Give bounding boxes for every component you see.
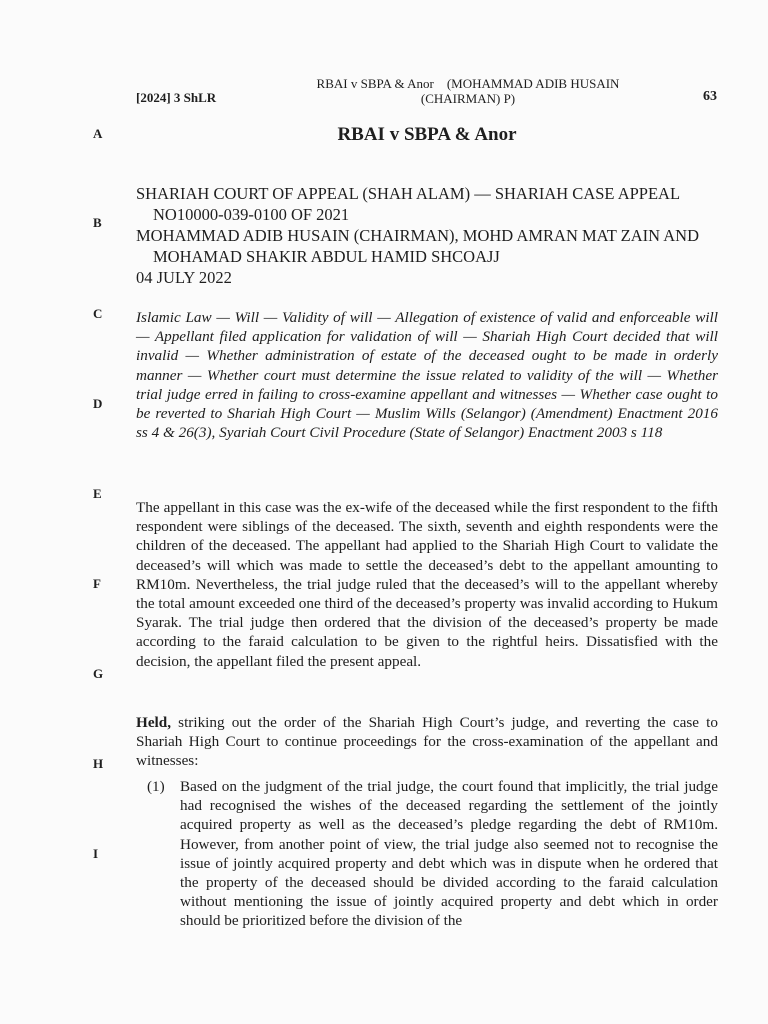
margin-letter-g: G (93, 666, 104, 681)
judges: MOHAMMAD ADIB HUSAIN (CHAIRMAN), MOHD AMRAN MAT ZAIN AND MOHAMAD SHAKIR ABDUL HAMID SHCOAJJ (136, 226, 700, 266)
catchwords: Islamic Law — Will — Validity of will — Allegation of existence of valid and enforceable will — Appellant filed application for validation of will — Shariah High Court decided that will invalid — Whether administration of estate of the deceased ought to be made in orderly manner — Whether court must determine the issue related to validity of the will — Whether trial judge erred in failing to cross-examine appellant and witnesses — Whether case ought to be reverted to Shariah High Court — Muslim Wills (Selangor) (Amendment) Enactment 2016 ss 4 & 26(3), Syariah Court Civil Procedure (State of Selangor) Enactment 2003 s 118 (136, 309, 718, 442)
margin-letter-f: F (93, 576, 101, 591)
margin-letter-e: E (93, 486, 102, 501)
court-details (136, 183, 718, 288)
running-title-line1: RBAI v SBPA & Anor (MOHAMMAD ADIB HUSAIN (316, 76, 620, 91)
held-paragraph (136, 713, 718, 771)
held-point-number: (1) (147, 778, 165, 795)
held-point-1 (147, 777, 718, 931)
page-number: 63 (703, 89, 717, 104)
margin-letter-a: A (93, 126, 103, 141)
margin-letter-i: I (93, 846, 99, 861)
held-point-text: Based on the judgment of the trial judge, the court found that implicitly, the trial judge had recognised the wishes of the deceased regarding the settlement of the jointly acquired property as well as the deceased’s pledge regarding the debt of RM10m. However, from another point of view, the trial judge also seemed not to recognise the issue of jointly acquired property and debt which was in dispute when he ordered that the property of the deceased should be divided according to the faraid calculation without mentioning the issue of jointly acquired property and debt which in order should be prioritized before the division of the (180, 778, 718, 930)
header-citation: [2024] 3 ShLR (136, 90, 217, 105)
running-title-line2: (CHAIRMAN) P) (420, 91, 516, 106)
facts-paragraph: The appellant in this case was the ex-wife of the deceased while the first respondent to the fifth respondent were siblings of the deceased. The sixth, seventh and eighth respondents were the children of the deceased. The appellant had applied to the Shariah High Court to validate the deceased’s will which was made to settle the deceased’s debt to the appellant amounting to RM10m. Nevertheless, the trial judge ruled that the deceased’s will to the appellant whereby the total amount exceeded one third of the deceased’s property was invalid according to Hukum Syarak. The trial judge then ordered that the division of the deceased’s property be made according to the faraid calculation to be given to the rightful heirs. Dissatisfied with the decision, the appellant filed the present appeal. (136, 499, 718, 670)
case-title: RBAI v SBPA & Anor (337, 124, 517, 145)
held-text: striking out the order of the Shariah High Court’s judge, and reverting the case to Shariah High Court to continue proceedings for the cross-examination of the appellant and witnesses: (136, 714, 718, 770)
held-label: Held, (136, 714, 172, 731)
running-title (268, 76, 668, 106)
court-name: SHARIAH COURT OF APPEAL (SHAH ALAM) — SHARIAH CASE APPEAL NO10000-039-0100 OF 2021 (136, 184, 680, 224)
margin-letter-d: D (93, 396, 103, 411)
margin-letter-b: B (93, 215, 102, 230)
margin-letter-c: C (93, 306, 103, 321)
margin-letter-h: H (93, 756, 104, 771)
decision-date: 04 JULY 2022 (136, 268, 232, 287)
